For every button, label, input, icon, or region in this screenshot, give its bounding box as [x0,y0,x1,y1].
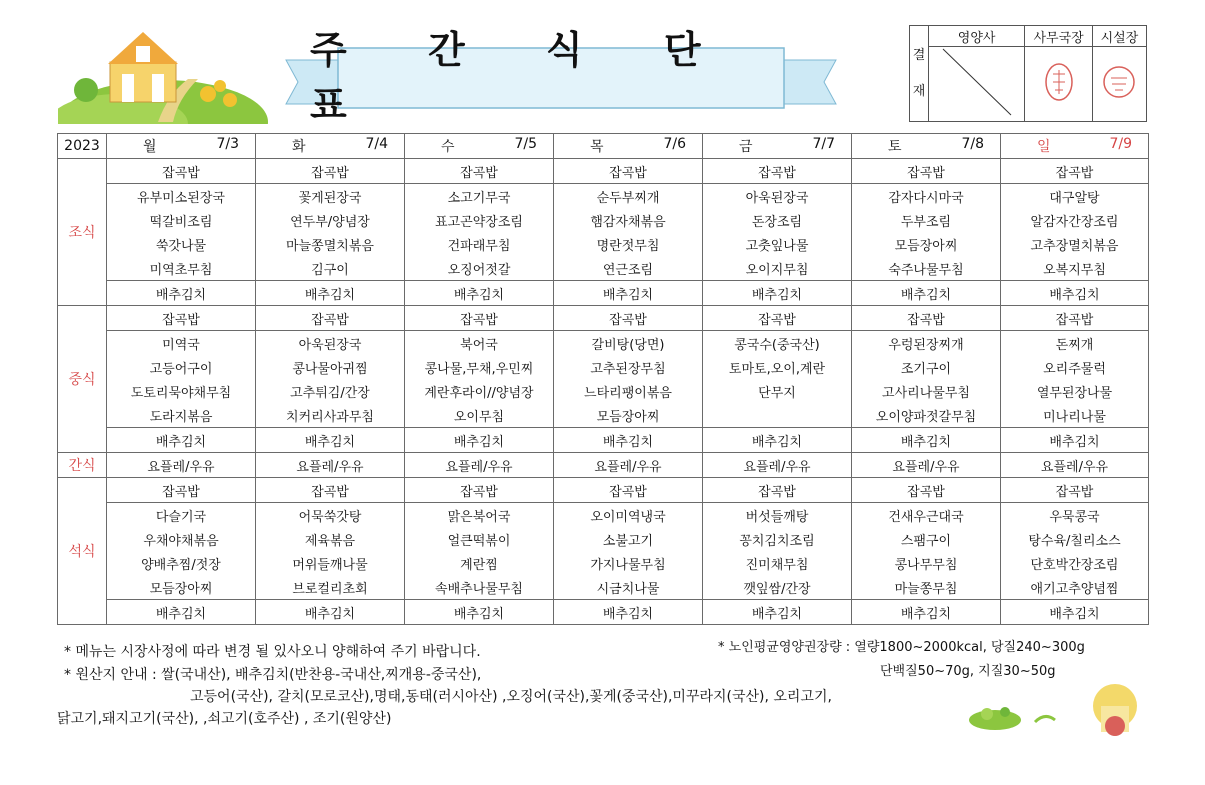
day-header-5 [852,134,1001,159]
menu-item: 배추김치 [256,281,405,306]
day-date: 7/4 [365,136,388,152]
day-name: 일 [1037,139,1051,155]
menu-item: 배추김치 [554,600,703,625]
menu-item: 배추김치 [405,600,554,625]
menu-item: 배추김치 [1001,600,1149,625]
dinner-row [58,575,1149,600]
menu-item: 명란젓무침 [554,232,703,256]
day-date: 7/8 [961,136,984,152]
menu-item: 배추김치 [256,600,405,625]
menu-item: 배추김치 [405,281,554,306]
day-header-0 [107,134,256,159]
menu-item: 배추김치 [554,281,703,306]
menu-item: 연근조림 [554,256,703,281]
menu-item: 머위들깨나물 [256,551,405,575]
menu-item: 고춧잎나물 [703,232,852,256]
menu-item: 미역국 [107,331,256,356]
menu-item: 잡곡밥 [1001,306,1149,331]
day-date: 7/3 [216,136,239,152]
menu-item: 치커리사과무침 [256,403,405,428]
menu-item: 잡곡밥 [107,306,256,331]
menu-item: 오이무침 [405,403,554,428]
breakfast-row [58,256,1149,281]
menu-item: 배추김치 [554,428,703,453]
menu-item: 마늘쫑무침 [852,575,1001,600]
menu-item: 요플레/우유 [107,453,256,478]
menu-item: 가지나물무침 [554,551,703,575]
menu-item: 요플레/우유 [554,453,703,478]
menu-item: 소고기무국 [405,184,554,209]
menu-item: 도라지볶음 [107,403,256,428]
menu-item: 돈찌개 [1001,331,1149,356]
diagonal-line-icon [941,47,1013,117]
menu-item: 햄감자채볶음 [554,208,703,232]
lunch-row [58,355,1149,379]
menu-item: 두부조림 [852,208,1001,232]
breakfast-row [58,208,1149,232]
menu-item: 양배추찜/젓장 [107,551,256,575]
menu-item: 표고곤약장조림 [405,208,554,232]
menu-item: 오이양파젓갈무침 [852,403,1001,428]
menu-item: 건파래무침 [405,232,554,256]
dinner-row [58,527,1149,551]
menu-item: 배추김치 [703,428,852,453]
lunch-label: 중식 [58,306,107,453]
approval-col-dietitian: 영양사 [929,26,1025,47]
menu-item: 오이지무침 [703,256,852,281]
note-nutrition-cont: 단백질50~70g, 지질30~50g [880,664,1056,679]
menu-item: 속배추나물무침 [405,575,554,600]
menu-item: 잡곡밥 [852,306,1001,331]
snack-row [58,453,1149,478]
lunch-row [58,403,1149,428]
menu-item: 잡곡밥 [107,478,256,503]
dinner-row [58,503,1149,528]
menu-item: 콩나물,무채,우민찌 [405,355,554,379]
menu-item: 배추김치 [256,428,405,453]
menu-item: 모듬장아찌 [554,403,703,428]
lunch-row [58,379,1149,403]
approval-col-manager: 사무국장 [1025,26,1093,47]
castle-illustration [58,24,273,124]
day-name: 목 [590,139,604,155]
dinner-row [58,551,1149,575]
menu-item: 꽁치김치조림 [703,527,852,551]
menu-item: 오복지무침 [1001,256,1149,281]
menu-item: 잡곡밥 [107,159,256,184]
lunch-row [58,428,1149,453]
day-header-3 [554,134,703,159]
menu-item: 꽃게된장국 [256,184,405,209]
date-header-row [58,134,1149,159]
menu-item: 숙주나물무침 [852,256,1001,281]
menu-item: 돈장조림 [703,208,852,232]
menu-item: 고추튀김/간장 [256,379,405,403]
menu-item: 요플레/우유 [1001,453,1149,478]
day-date: 7/5 [514,136,537,152]
stamp-icon [1099,62,1139,102]
menu-item: 배추김치 [107,600,256,625]
menu-item: 잡곡밥 [703,306,852,331]
breakfast-row [58,184,1149,209]
menu-item: 갈비탕(당면) [554,331,703,356]
menu-item: 잡곡밥 [554,478,703,503]
menu-item: 단무지 [703,379,852,403]
menu-item: 진미채무침 [703,551,852,575]
menu-item: 탕수육/칠리소스 [1001,527,1149,551]
approval-sign-manager [1025,47,1093,122]
menu-item: 아욱된장국 [703,184,852,209]
day-header-4 [703,134,852,159]
approval-col-director: 시설장 [1092,26,1146,47]
menu-item: 잡곡밥 [703,159,852,184]
menu-item: 잡곡밥 [554,306,703,331]
menu-item: 대구알탕 [1001,184,1149,209]
menu-item: 순두부찌개 [554,184,703,209]
day-header-1 [256,134,405,159]
menu-item: 잡곡밥 [405,478,554,503]
day-name: 월 [143,139,157,155]
menu-item: 콩나무무침 [852,551,1001,575]
menu-item: 애기고추양념찜 [1001,575,1149,600]
menu-item: 잡곡밥 [256,478,405,503]
approval-box [909,25,1147,122]
note-origin: * 원산지 안내 : 쌀(국내산), 배추김치(반찬용-국내산,찌개용-중국산), [64,667,482,683]
menu-item: 오이미역냉국 [554,503,703,528]
menu-item: 계란찜 [405,551,554,575]
day-name: 토 [888,139,902,155]
menu-item: 유부미소된장국 [107,184,256,209]
menu-item: 떡갈비조림 [107,208,256,232]
menu-item: 잡곡밥 [852,159,1001,184]
menu-item: 스팸구이 [852,527,1001,551]
menu-item: 배추김치 [852,281,1001,306]
note-menu-change: * 메뉴는 시장사정에 따라 변경 될 있사오니 양해하여 주기 바랍니다. [64,644,481,660]
menu-item: 우묵콩국 [1001,503,1149,528]
stamp-icon [1039,60,1079,104]
menu-item: 건새우근대국 [852,503,1001,528]
menu-item: 버섯들깨탕 [703,503,852,528]
menu-item: 배추김치 [852,428,1001,453]
menu-item: 조기구이 [852,355,1001,379]
dinner-label: 석식 [58,478,107,625]
menu-item: 배추김치 [852,600,1001,625]
day-name: 금 [739,139,753,155]
menu-item: 요플레/우유 [703,453,852,478]
weekly-menu-table [57,133,1149,625]
menu-item: 알감자간장조림 [1001,208,1149,232]
snack-label: 간식 [58,453,107,478]
lunch-row [58,306,1149,331]
menu-item: 제육볶음 [256,527,405,551]
menu-item: 고추된장무침 [554,355,703,379]
menu-item: 열무된장나물 [1001,379,1149,403]
menu-item: 얼큰떡볶이 [405,527,554,551]
page-title: 주 간 식 단 표 [310,28,735,127]
menu-item: 모듬장아찌 [852,232,1001,256]
menu-item: 마늘쫑멸치볶음 [256,232,405,256]
menu-item: 고사리나물무침 [852,379,1001,403]
breakfast-row [58,159,1149,184]
menu-item: 북어국 [405,331,554,356]
menu-item: 오리주물럭 [1001,355,1149,379]
menu-item: 콩나물아귀찜 [256,355,405,379]
menu-item: 배추김치 [1001,281,1149,306]
menu-item: 다슬기국 [107,503,256,528]
menu-item: 어묵쑥갓탕 [256,503,405,528]
breakfast-row [58,281,1149,306]
menu-item: 배추김치 [405,428,554,453]
menu-item: 느타리팽이볶음 [554,379,703,403]
menu-item: 배추김치 [107,428,256,453]
menu-item: 우렁된장찌개 [852,331,1001,356]
day-name: 수 [441,139,455,155]
dinner-row [58,600,1149,625]
menu-item: 쑥갓나물 [107,232,256,256]
menu-item: 배추김치 [703,600,852,625]
approval-sign-director [1092,47,1146,122]
menu-item: 브로컬리초회 [256,575,405,600]
year-cell: 2023 [58,134,107,159]
day-header-2 [405,134,554,159]
day-header-6 [1001,134,1149,159]
menu-item: 잡곡밥 [256,306,405,331]
menu-item: 잡곡밥 [405,306,554,331]
menu-item: 아욱된장국 [256,331,405,356]
menu-item: 콩국수(중국산) [703,331,852,356]
menu-item: 소불고기 [554,527,703,551]
menu-item: 깻잎쌈/간장 [703,575,852,600]
menu-item: 시금치나물 [554,575,703,600]
menu-item: 잡곡밥 [405,159,554,184]
breakfast-label: 조식 [58,159,107,306]
menu-item: 고추장멸치볶음 [1001,232,1149,256]
menu-item: 모듬장아찌 [107,575,256,600]
menu-item: 고등어구이 [107,355,256,379]
menu-item: 우채야채볶음 [107,527,256,551]
menu-item: 잡곡밥 [256,159,405,184]
dinner-row [58,478,1149,503]
menu-item: 계란후라이//양념장 [405,379,554,403]
menu-item [703,403,852,428]
day-date: 7/9 [1109,136,1132,152]
note-origin-cont2: 닭고기,돼지고기(국산), ,쇠고기(호주산) , 조기(원양산) [57,711,392,727]
day-name: 화 [292,139,306,155]
flower-decoration [965,676,1145,736]
menu-item: 김구이 [256,256,405,281]
menu-item: 감자다시마국 [852,184,1001,209]
lunch-row [58,331,1149,356]
menu-item: 배추김치 [703,281,852,306]
menu-item: 요플레/우유 [852,453,1001,478]
menu-item: 연두부/양념장 [256,208,405,232]
menu-item: 요플레/우유 [256,453,405,478]
menu-item: 단호박간장조림 [1001,551,1149,575]
menu-item: 도토리묵야채무침 [107,379,256,403]
approval-label: 결 재 [910,26,929,122]
breakfast-row [58,232,1149,256]
menu-item: 요플레/우유 [405,453,554,478]
menu-item: 배추김치 [107,281,256,306]
menu-item: 배추김치 [1001,428,1149,453]
note-origin-cont: 고등어(국산), 갈치(모로코산),명태,동태(러시아산) ,오징어(국산),꽃게(중국산),미꾸라지(국산), 오리고기, [190,689,832,705]
note-nutrition: * 노인평균영양권장량 : 열량1800~2000kcal, 당질240~300g [718,640,1085,655]
menu-item: 토마토,오이,계란 [703,355,852,379]
menu-item: 맑은북어국 [405,503,554,528]
day-date: 7/7 [812,136,835,152]
day-date: 7/6 [663,136,686,152]
approval-sign-dietitian [929,47,1025,122]
menu-item: 미역초무침 [107,256,256,281]
menu-item: 잡곡밥 [703,478,852,503]
menu-item: 잡곡밥 [852,478,1001,503]
menu-item: 미나리나물 [1001,403,1149,428]
menu-item: 잡곡밥 [1001,478,1149,503]
menu-item: 오징어젓갈 [405,256,554,281]
menu-item: 잡곡밥 [1001,159,1149,184]
menu-item: 잡곡밥 [554,159,703,184]
